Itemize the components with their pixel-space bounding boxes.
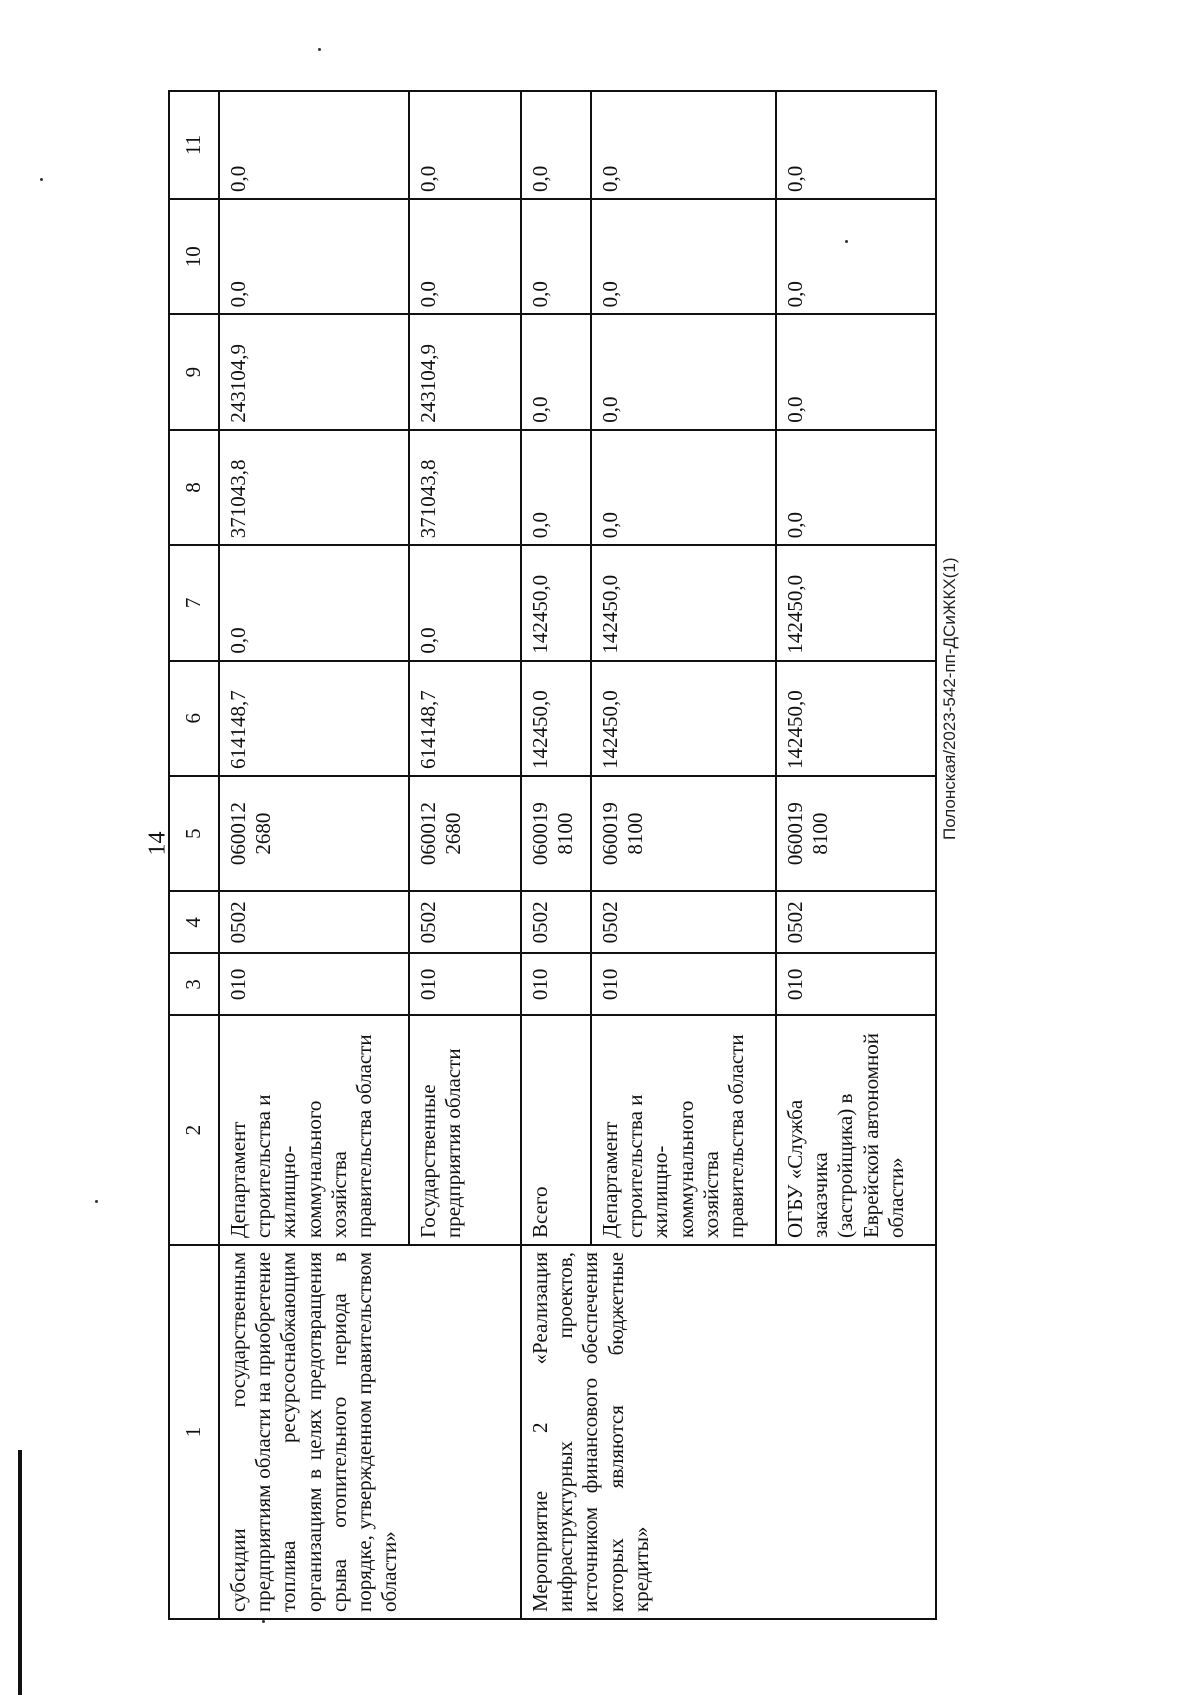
amount-cell: 243104,9 — [219, 314, 409, 429]
scan-speck — [262, 1620, 265, 1623]
amount-cell: 0,0 — [591, 430, 776, 545]
column-header: 4 — [169, 891, 219, 953]
page-number: 14 — [144, 831, 171, 856]
scan-speck — [318, 48, 321, 51]
table-row — [521, 91, 591, 1619]
column-header: 6 — [169, 661, 219, 776]
target-article-cell: 060019 8100 — [521, 776, 591, 891]
section-code-cell: 0502 — [409, 891, 521, 953]
amount-cell: 0,0 — [219, 91, 409, 199]
amount-cell: 0,0 — [521, 91, 591, 199]
amount-cell: 614148,7 — [219, 661, 409, 776]
column-header: 9 — [169, 314, 219, 429]
measure-description-cell: Мероприятие 2 «Реализация инфраструктурных проектов, источником финансового обеспечения которых являются бюджетные кредиты» — [521, 1245, 936, 1619]
amount-cell: 142450,0 — [776, 545, 936, 660]
section-code-cell: 0502 — [521, 891, 591, 953]
grbs-code-cell: 010 — [219, 953, 409, 1015]
amount-cell: 0,0 — [409, 545, 521, 660]
amount-cell: 142450,0 — [521, 545, 591, 660]
section-code-cell: 0502 — [219, 891, 409, 953]
grbs-code-cell: 010 — [591, 953, 776, 1015]
amount-cell: 243104,9 — [409, 314, 521, 429]
grbs-code-cell: 010 — [776, 953, 936, 1015]
scan-speck — [95, 1200, 98, 1203]
grbs-code-cell: 010 — [521, 953, 591, 1015]
table-row — [219, 91, 409, 1619]
target-article-cell: 060012 2680 — [219, 776, 409, 891]
amount-cell: 0,0 — [409, 91, 521, 199]
scan-edge-line — [18, 1450, 22, 1695]
amount-cell: 0,0 — [591, 199, 776, 314]
amount-cell: 0,0 — [591, 91, 776, 199]
amount-cell: 614148,7 — [409, 661, 521, 776]
section-code-cell: 0502 — [591, 891, 776, 953]
budget-table — [168, 90, 937, 1620]
column-header: 3 — [169, 953, 219, 1015]
section-code-cell: 0502 — [776, 891, 936, 953]
executor-cell: Всего — [521, 1015, 591, 1245]
column-header: 2 — [169, 1015, 219, 1245]
column-header: 1 — [169, 1245, 219, 1619]
amount-cell: 0,0 — [776, 314, 936, 429]
amount-cell: 142450,0 — [521, 661, 591, 776]
column-header: 10 — [169, 199, 219, 314]
amount-cell: 142450,0 — [591, 545, 776, 660]
amount-cell: 0,0 — [776, 430, 936, 545]
executor-cell: Департамент строительства и жилищно-коммунального хозяйства правительства области — [591, 1015, 776, 1245]
amount-cell: 371043,8 — [409, 430, 521, 545]
table-header-row — [169, 91, 219, 1619]
amount-cell: 142450,0 — [591, 661, 776, 776]
amount-cell: 0,0 — [409, 199, 521, 314]
amount-cell: 0,0 — [591, 314, 776, 429]
measure-description-cell: субсидии государственным предприятиям области на приобретение топлива ресурсоснабжающим организациям в целях предотвращения срыва отопительного периода в порядке, утвержденном правительством области» — [219, 1245, 521, 1619]
column-header: 11 — [169, 91, 219, 199]
amount-cell: 0,0 — [521, 199, 591, 314]
rotated-table-container — [168, 90, 973, 1620]
executor-cell: Государственные предприятия области — [409, 1015, 521, 1245]
target-article-cell: 060019 8100 — [591, 776, 776, 891]
amount-cell: 0,0 — [776, 91, 936, 199]
target-article-cell: 060012 2680 — [409, 776, 521, 891]
scan-speck — [40, 178, 43, 181]
grbs-code-cell: 010 — [409, 953, 521, 1015]
amount-cell: 0,0 — [521, 314, 591, 429]
column-header: 8 — [169, 430, 219, 545]
target-article-cell: 060019 8100 — [776, 776, 936, 891]
executor-cell: ОГБУ «Служба заказчика (застройщика) в Еврейской автономной области» — [776, 1015, 936, 1245]
amount-cell: 0,0 — [219, 545, 409, 660]
amount-cell: 0,0 — [219, 199, 409, 314]
amount-cell: 0,0 — [521, 430, 591, 545]
amount-cell: 142450,0 — [776, 661, 936, 776]
column-header: 5 — [169, 776, 219, 891]
column-header: 7 — [169, 545, 219, 660]
document-footer-code: Полонская/2023-542-пп-ДСиЖКХ(1) — [940, 557, 959, 840]
executor-cell: Департамент строительства и жилищно-коммунального хозяйства правительства области — [219, 1015, 409, 1245]
amount-cell: 0,0 — [776, 199, 936, 314]
amount-cell: 371043,8 — [219, 430, 409, 545]
